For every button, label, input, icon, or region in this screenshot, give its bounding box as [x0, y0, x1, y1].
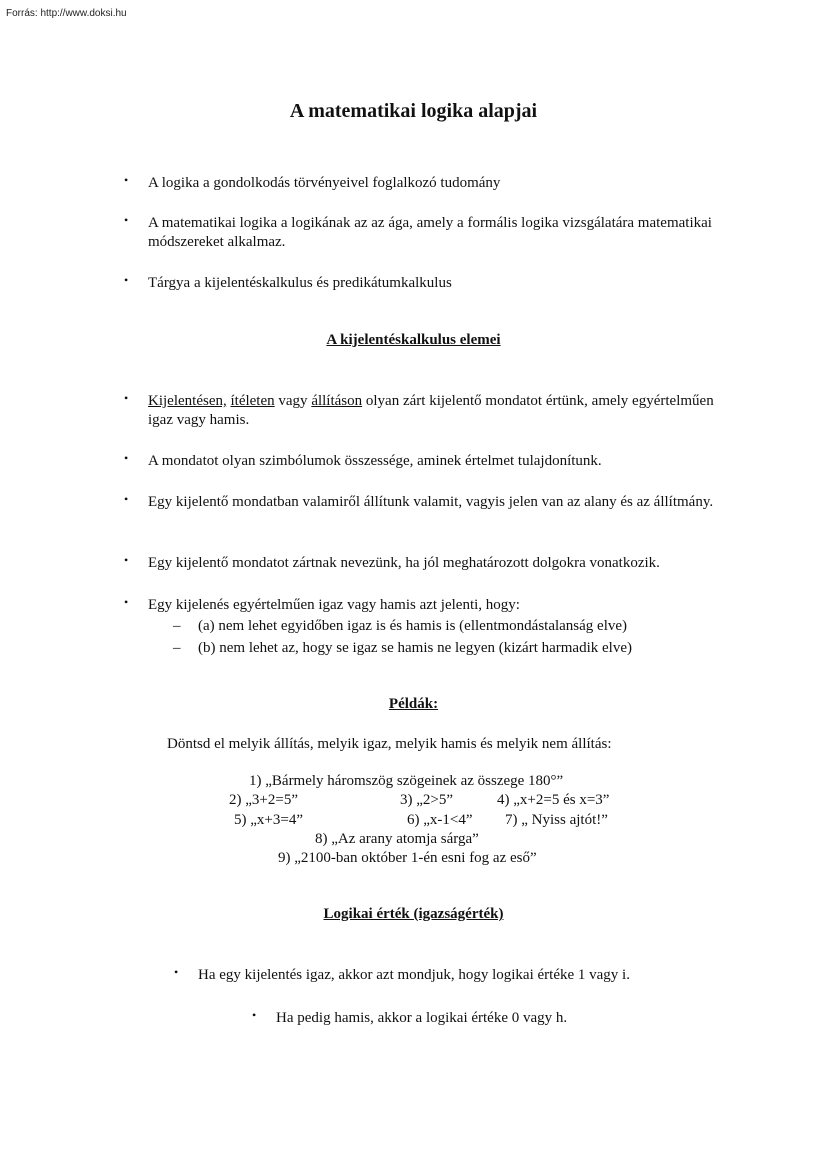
list-item-text: Ha egy kijelentés igaz, akkor azt mondjuk, hogy logikai értéke 1 vagy i. — [198, 967, 630, 983]
term-allitas: állításon — [311, 393, 363, 409]
bullet-icon: • — [252, 1008, 257, 1022]
example-item: 4) „x+2=5 és x=3” — [497, 792, 610, 808]
bullet-icon: • — [124, 273, 129, 287]
term-itelet: ítéleten — [230, 393, 275, 409]
instruction-text: Döntsd el melyik állítás, melyik igaz, melyik hamis és melyik nem állítás: — [167, 736, 612, 752]
list-item-text: A mondatot olyan szimbólumok összessége, aminek értelmet tulajdonítunk. — [148, 453, 602, 469]
example-item: 3) „2>5” — [400, 792, 454, 808]
list-item-text: Ha pedig hamis, akkor a logikai értéke 0 vagy h. — [276, 1010, 568, 1026]
example-item: 1) „Bármely háromszög szögeinek az összege 180°” — [249, 773, 564, 789]
list-item-text: A matematikai logika a logikának az az ága, amely a formális logika vizsgálatára matematikai módszereket alkalmaz. — [148, 215, 712, 250]
bullet-icon: • — [124, 173, 129, 187]
example-item: 8) „Az arany atomja sárga” — [315, 831, 479, 847]
example-item: 7) „ Nyiss ajtót!” — [505, 812, 608, 828]
bullet-icon: • — [124, 391, 129, 405]
source-url: Forrás: http://www.doksi.hu — [6, 8, 127, 19]
example-item: 6) „x-1<4” — [407, 812, 473, 828]
term-kijelentes: Kijelentésen, — [148, 393, 227, 409]
bullet-icon: • — [124, 595, 129, 609]
bullet-icon: • — [124, 553, 129, 567]
list-item-text: Egy kijelentő mondatban valamiről állítunk valamit, vagyis jelen van az alany és az állítmány. — [148, 494, 714, 510]
dash-icon: – — [173, 640, 181, 656]
example-item: 9) „2100-ban október 1-én esni fog az eső” — [278, 850, 537, 866]
bullet-icon: • — [124, 451, 129, 465]
list-item-text: Kijelentésen, ítéleten vagy állításon olyan zárt kijelentő mondatot értünk, amely egyértelműen igaz vagy hamis. — [148, 393, 714, 428]
list-item-text: Egy kijelenés egyértelműen igaz vagy hamis azt jelenti, hogy: — [148, 597, 520, 613]
section-heading: Példák: — [388, 696, 439, 712]
section-heading: A kijelentéskalkulus elemei — [326, 332, 501, 348]
example-item: 2) „3+2=5” — [229, 792, 298, 808]
page-title: A matematikai logika alapjai — [289, 100, 538, 122]
dash-icon: – — [173, 618, 181, 634]
bullet-icon: • — [174, 965, 179, 979]
sub-list-item-text: (b) nem lehet az, hogy se igaz se hamis ne legyen (kizárt harmadik elve) — [198, 640, 632, 656]
section-heading: Logikai érték (igazságérték) — [323, 906, 504, 922]
sub-list-item-text: (a) nem lehet egyidőben igaz is és hamis is (ellentmondástalanság elve) — [198, 618, 628, 634]
bullet-icon: • — [124, 492, 129, 506]
example-item: 5) „x+3=4” — [234, 812, 303, 828]
list-item-text: A logika a gondolkodás törvényeivel foglalkozó tudomány — [148, 175, 501, 191]
bullet-icon: • — [124, 213, 129, 227]
list-item-text: Tárgya a kijelentéskalkulus és predikátumkalkulus — [148, 275, 452, 291]
list-item-text: Egy kijelentő mondatot zártnak nevezünk, ha jól meghatározott dolgokra vonatkozik. — [148, 555, 660, 571]
